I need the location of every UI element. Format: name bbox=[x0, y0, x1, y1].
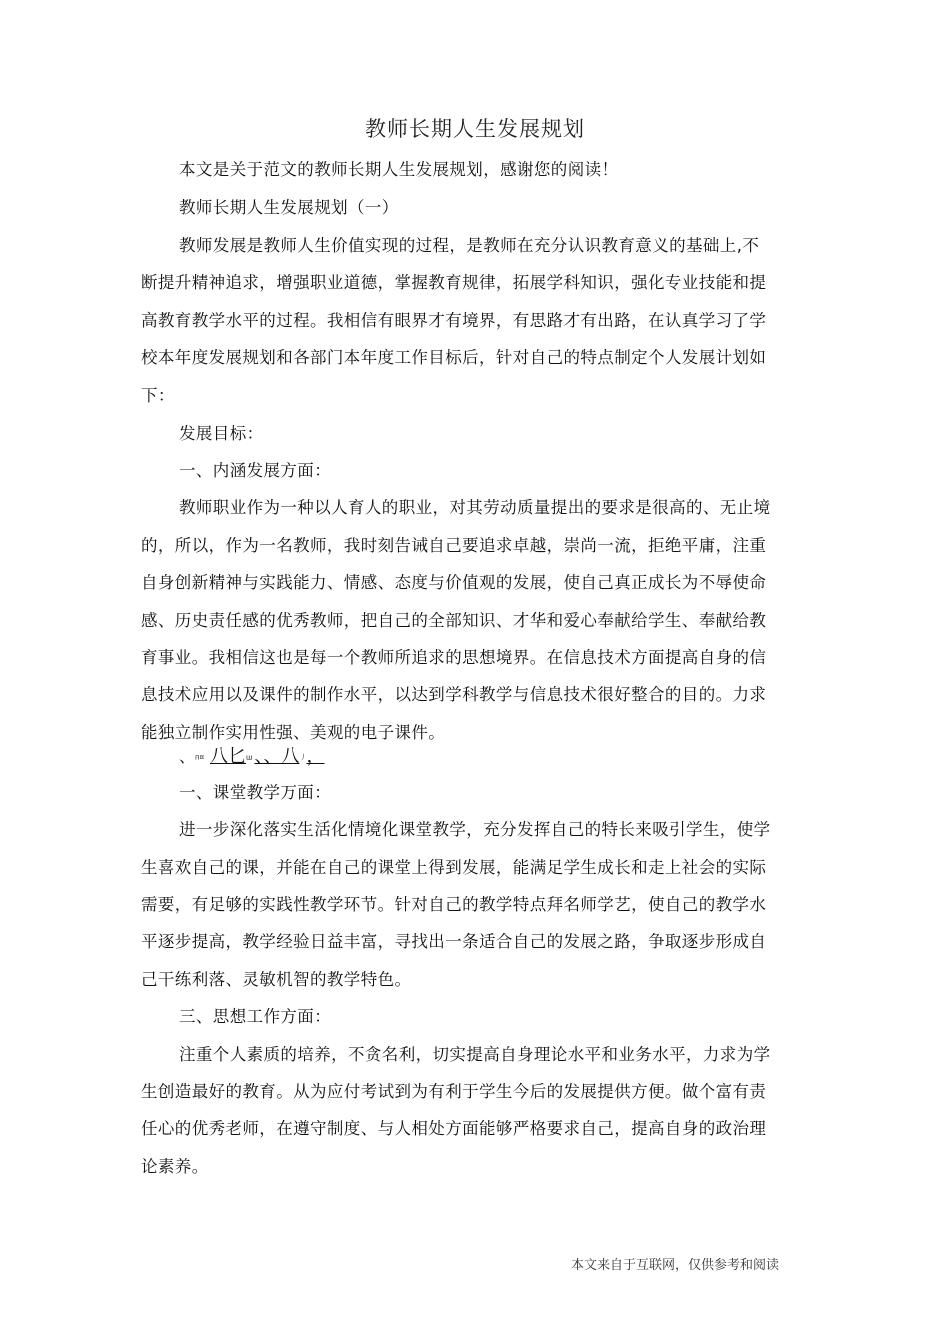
para1-line: 教师发展是教师人生价值实现的过程，是教师在充分认识教育意义的基础上,不 bbox=[179, 236, 760, 255]
garbled-mark: 、 bbox=[179, 747, 196, 766]
para3-line: 平逐步提高，教学经验日益丰富，寻找出一条适合自己的发展之路，争取逐步形成自 bbox=[141, 932, 767, 951]
para2-line: 教师职业作为一种以人育人的职业，对其劳动质量提出的要求是很高的、无止境 bbox=[179, 498, 771, 517]
para4-line: 论素养。 bbox=[141, 1157, 209, 1176]
para2-line: 息技术应用以及课件的制作水平，以达到学科教学与信息技术很好整合的目的。力求 bbox=[141, 685, 767, 704]
para1-line: 下： bbox=[141, 386, 175, 405]
para4-line: 生创造最好的教育。从为应付考试到为有利于学生今后的发展提供方便。做个富有责 bbox=[141, 1082, 767, 1101]
para3-line: 需要，有足够的实践性教学环节。针对自己的教学特点拜名师学艺，使自己的教学水 bbox=[141, 895, 767, 914]
garbled-tiny: 丿 bbox=[299, 753, 307, 762]
garbled-main: 、、八 bbox=[254, 746, 300, 767]
intro-text: 本文是关于范文的教师长期人生发展规划，感谢您的阅读！ bbox=[179, 160, 619, 179]
para2-line: 育事业。我相信这也是每一个教师所追求的思想境界。在信息技术方面提高自身的信 bbox=[141, 648, 767, 667]
para1-line: 校本年度发展规划和各部门本年度工作目标后，针对自己的特点制定个人发展计划如 bbox=[141, 348, 767, 367]
garbled-tiny: ш bbox=[246, 753, 253, 762]
para2-line: 的，所以，作为一名教师，我时刻告诫自己要追求卓越，崇尚一流，拒绝平庸，注重 bbox=[141, 536, 767, 555]
para2-line: 自身创新精神与实践能力、情感、态度与价值观的发展，使自己真正成长为不辱使命 bbox=[141, 573, 767, 592]
footer-note: 本文来自于互联网，仅供参考和阅读 bbox=[571, 1258, 780, 1273]
para4-line: 任心的优秀老师，在遵守制度、与人相处方面能够严格要求自己，提高自身的政治理 bbox=[141, 1119, 767, 1138]
para3-line: 进一步深化落实生活化情境化课堂教学，充分发挥自己的特长来吸引学生，使学 bbox=[179, 820, 771, 839]
para1-line: 高教育教学水平的过程。我相信有眼界才有境界，有思路才有出路，在认真学习了学 bbox=[141, 311, 767, 330]
section1-heading: 一、内涵发展方面： bbox=[179, 461, 332, 480]
para2-line: 能独立制作实用性强、美观的电子课件。 bbox=[141, 723, 446, 742]
para3-line: 己干练利落、灵敏机智的教学特色。 bbox=[141, 970, 412, 989]
para1-line: 断提升精神追求，增强职业道德，掌握教育规律，拓展学科知识，强化专业技能和提 bbox=[141, 273, 767, 292]
garbled-text-line bbox=[179, 745, 324, 770]
document-title: 教师长期人生发展规划 bbox=[365, 117, 585, 141]
para4-line: 注重个人素质的培养，不贪名利，切实提高自身理论水平和业务水平，力求为学 bbox=[179, 1045, 771, 1064]
goal-heading: 发展目标： bbox=[179, 424, 264, 443]
subtitle: 教师长期人生发展规划（一） bbox=[179, 198, 399, 217]
garbled-end: ， bbox=[306, 746, 325, 767]
section2-heading: 一、课堂教学万面： bbox=[179, 783, 332, 802]
section3-heading: 三、思想工作方面： bbox=[179, 1007, 332, 1026]
para3-line: 生喜欢自己的课，并能在自己的课堂上得到发展，能满足学生成长和走上社会的实际 bbox=[141, 858, 767, 877]
para2-line: 感、历史责任感的优秀教师，把自己的全部知识、才华和爱心奉献给学生、奉献给教 bbox=[141, 611, 767, 630]
garbled-tiny: п¤ bbox=[195, 753, 205, 762]
garbled-main: 八匕 bbox=[210, 746, 247, 767]
